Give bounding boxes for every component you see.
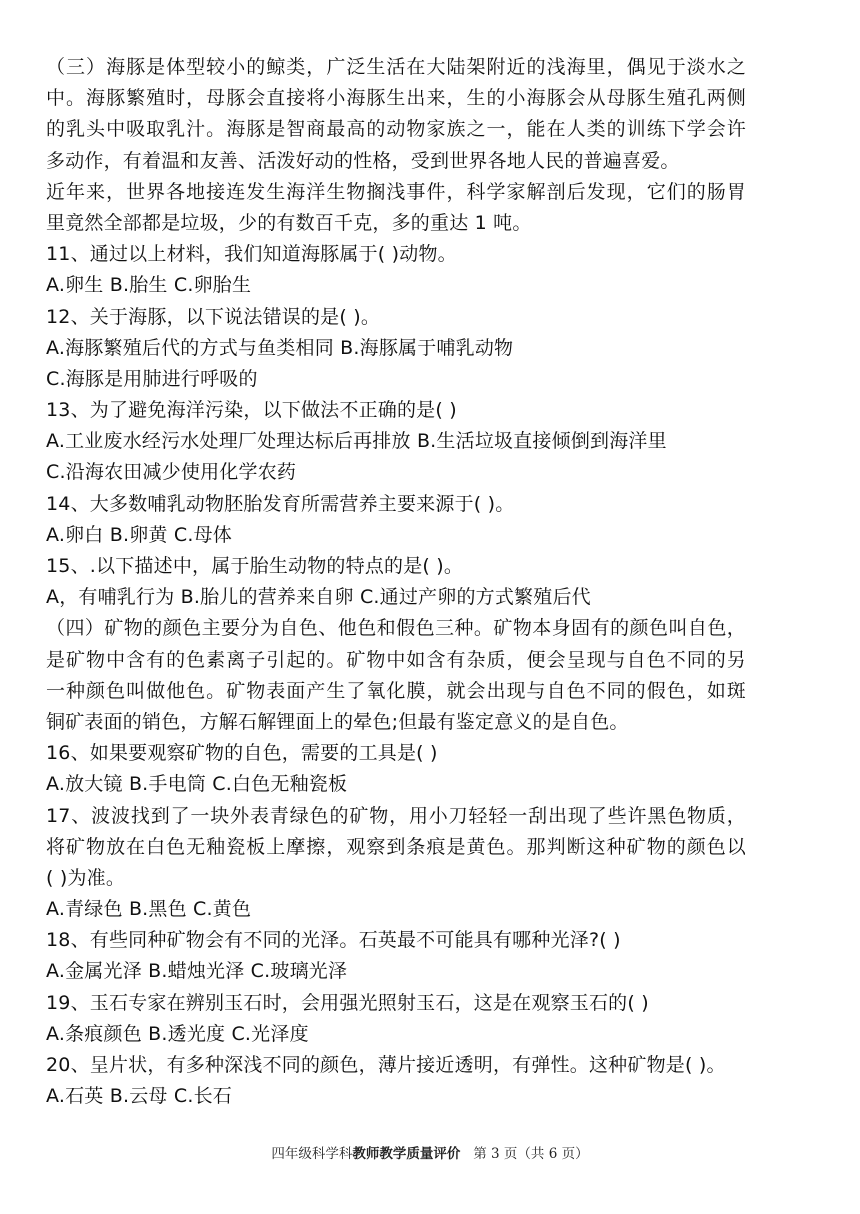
passage-line: 铜矿表面的销色，方解石解锂面上的晕色;但最有鉴定意义的是自色。 <box>46 710 629 733</box>
passage-line: 里竟然全部都是垃圾，少的有数百千克，多的重达 1 吨。 <box>46 211 532 234</box>
question-11-options: A.卵生 B.胎生 C.卵胎生 <box>46 274 252 297</box>
passage-line: 是矿物中含有的色素离子引起的。矿物中如含有杂质，便会呈现与自色不同的另 <box>46 648 746 671</box>
question-18-stem: 18、有些同种矿物会有不同的光泽。石英最不可能具有哪种光泽?( ) <box>46 929 621 952</box>
question-18-options: A.金属光泽 B.蜡烛光泽 C.玻璃光泽 <box>46 960 348 983</box>
page-footer <box>0 1142 860 1162</box>
passage-line: （三）海豚是体型较小的鲸类，广泛生活在大陆架附近的浅海里，偶见于淡水之 <box>46 56 746 78</box>
exam-page <box>46 52 746 1112</box>
footer-title: 教师教学质量评价 <box>352 1146 461 1162</box>
question-13-options: A.工业废水经污水处理厂处理达标后再排放 B.生活垃圾直接倾倒到海洋里 <box>46 430 667 453</box>
question-16-options: A.放大镜 B.手电筒 C.白色无釉瓷板 <box>46 773 348 796</box>
question-12-stem: 12、关于海豚，以下说法错误的是( )。 <box>46 305 381 328</box>
passage-line: 的乳头中吸取乳汁。海豚是智商最高的动物家族之一，能在人类的训练下学会许 <box>46 118 746 141</box>
question-14-stem: 14、大多数哺乳动物胚胎发育所需营养主要来源于( )。 <box>46 492 515 515</box>
passage-line: 多动作，有着温和友善、活泼好动的性格，受到世界各地人民的普遍喜爱。 <box>46 149 680 172</box>
question-15-options: A，有哺乳行为 B.胎儿的营养来自卵 C.通过产卵的方式繁殖后代 <box>46 586 591 609</box>
question-20-stem: 20、呈片状，有多种深浅不同的颜色，薄片接近透明，有弹性。这种矿物是( )。 <box>46 1054 726 1076</box>
question-12-options: A.海豚繁殖后代的方式与鱼类相同 B.海豚属于哺乳动物 <box>46 336 514 359</box>
passage-line: 中。海豚繁殖时，母豚会直接将小海豚生出来，生的小海豚会从母豚生殖孔两侧 <box>46 87 746 110</box>
passage-line: （四）矿物的颜色主要分为自色、他色和假色三种。矿物本身固有的颜色叫自色， <box>46 617 746 640</box>
footer-page-number: 第 3 页（共 6 页） <box>473 1146 589 1162</box>
question-14-options: A.卵白 B.卵黄 C.母体 <box>46 523 232 546</box>
question-12-options: C.海豚是用肺进行呼吸的 <box>46 367 258 390</box>
footer-subject: 四年级科学科 <box>271 1146 353 1162</box>
question-17-stem: ( )为准。 <box>46 866 126 889</box>
passage-line: 近年来，世界各地接连发生海洋生物搁浅事件，科学家解剖后发现，它们的肠胃 <box>46 180 746 203</box>
passage-line: 一种颜色叫做他色。矿物表面产生了氧化膜，就会出现与自色不同的假色，如斑 <box>46 679 746 702</box>
question-11-stem: 11、通过以上材料，我们知道海豚属于( )动物。 <box>46 243 457 266</box>
question-15-stem: 15、.以下描述中，属于胎生动物的特点的是( )。 <box>46 555 464 577</box>
question-19-options: A.条痕颜色 B.透光度 C.光泽度 <box>46 1022 309 1045</box>
question-17-options: A.青绿色 B.黑色 C.黄色 <box>46 898 252 921</box>
question-13-stem: 13、为了避免海洋污染，以下做法不正确的是( ) <box>46 399 457 422</box>
question-20-options: A.石英 B.云母 C.长石 <box>46 1085 232 1108</box>
question-17-stem: 17、波波找到了一块外表青绿色的矿物，用小刀轻轻一刮出现了些许黑色物质， <box>46 804 746 827</box>
question-13-options: C.沿海农田减少使用化学农药 <box>46 461 297 484</box>
question-19-stem: 19、玉石专家在辨别玉石时，会用强光照射玉石，这是在观察玉石的( ) <box>46 991 649 1014</box>
question-16-stem: 16、如果要观察矿物的自色，需要的工具是( ) <box>46 742 438 765</box>
question-17-stem: 将矿物放在白色无釉瓷板上摩擦，观察到条痕是黄色。那判断这种矿物的颜色以 <box>46 835 746 858</box>
